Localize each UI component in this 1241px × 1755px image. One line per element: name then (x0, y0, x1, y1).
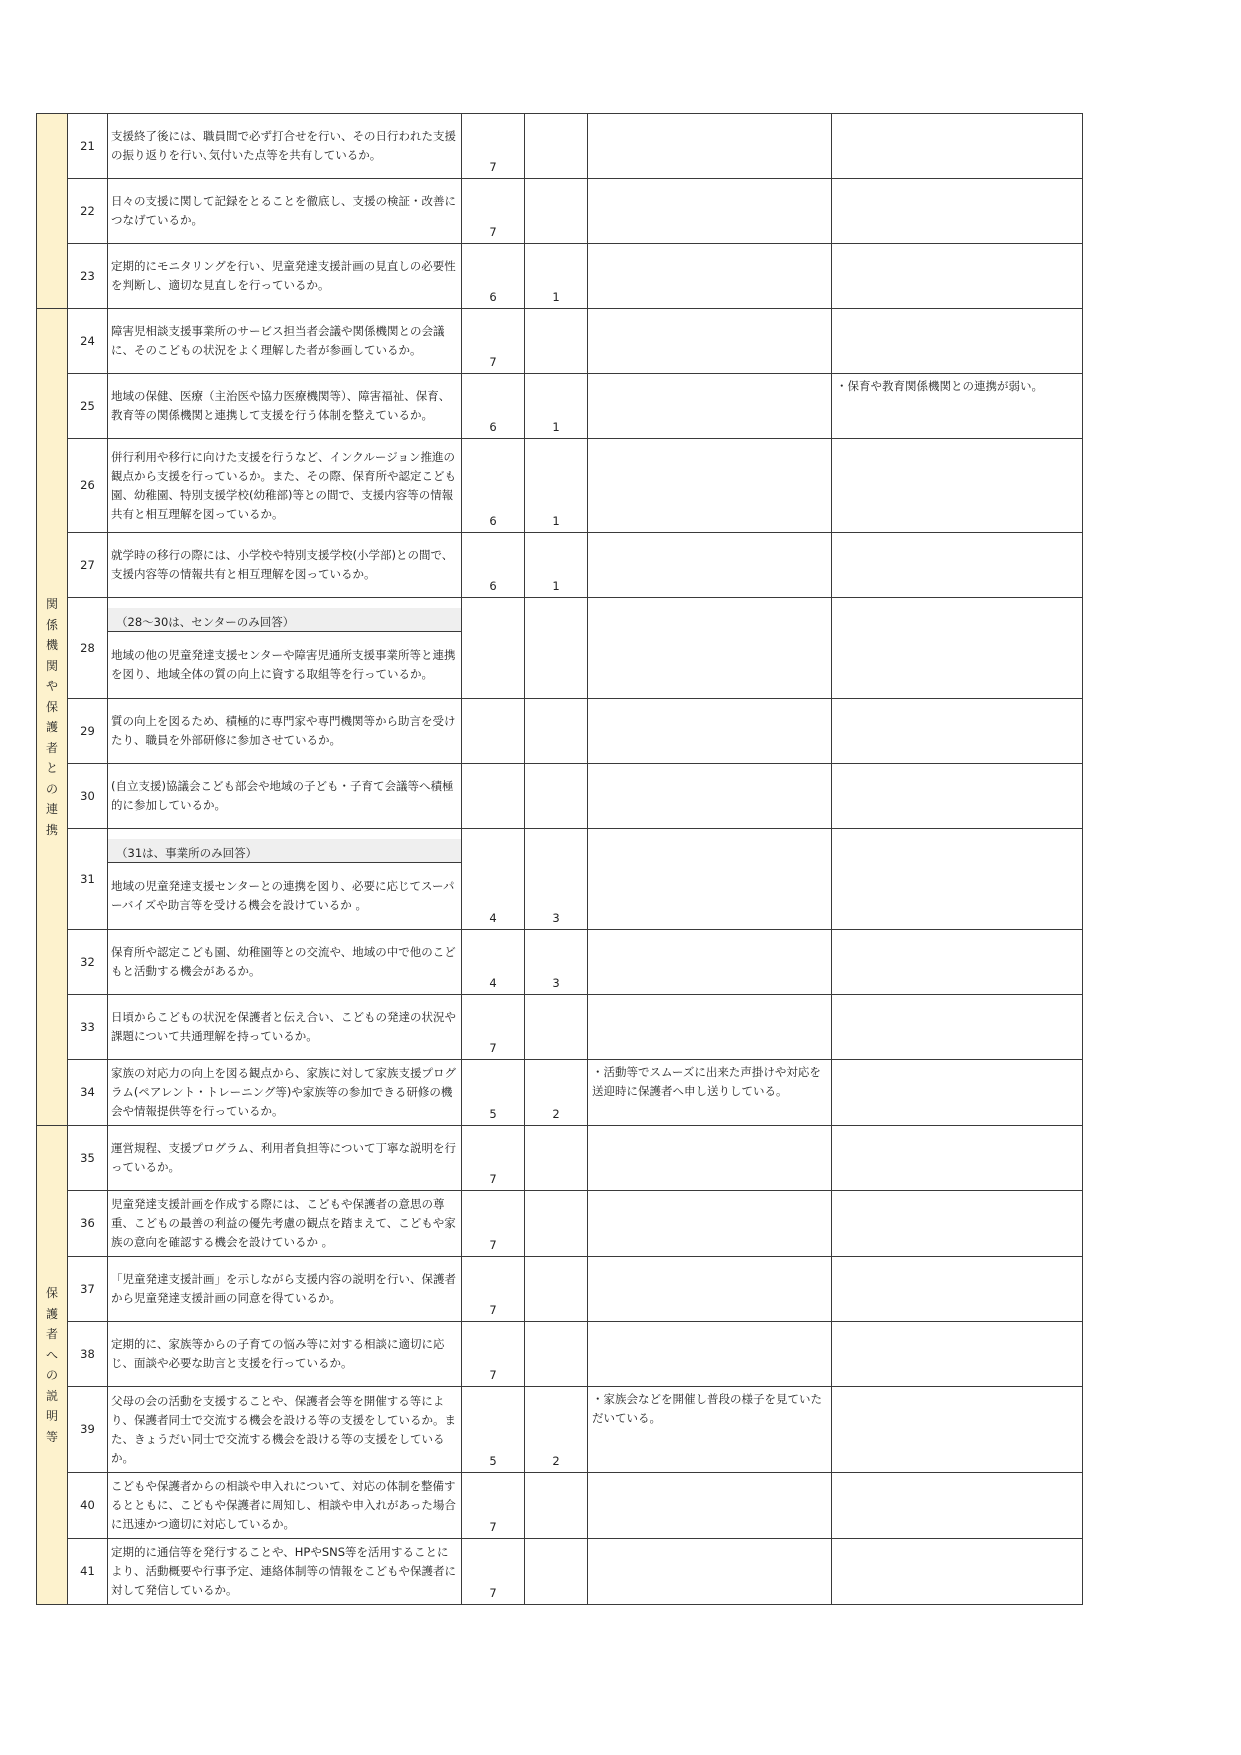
improvement-comment (832, 699, 1083, 764)
staff-comment (588, 1539, 832, 1605)
improvement-comment (832, 1257, 1083, 1322)
question-text: 日頃からこどもの状況を保護者と伝え合い、こどもの発達の状況や課題について共通理解を持っているか。 (111, 1010, 456, 1043)
table-row (37, 598, 1083, 699)
yes-count (462, 764, 525, 829)
table-row (37, 1322, 1083, 1387)
table-row (37, 179, 1083, 244)
staff-comment: ・家族会などを開催し普段の様子を見ていただいている。 (588, 1387, 832, 1473)
no-count (525, 699, 588, 764)
yes-count: 5 (462, 1060, 525, 1126)
item-number: 22 (68, 179, 108, 244)
question-text: 地域の保健、医療（主治医や協力医療機関等）、障害福祉、保育、教育等の関係機関と連携して支援を行う体制を整えているか。 (111, 389, 451, 422)
question-text: 保育所や認定こども園、幼稚園等との交流や、地域の中で他のこどもと活動する機会があるか。 (111, 945, 456, 978)
question-cell (108, 1387, 462, 1473)
yes-count: 7 (462, 309, 525, 374)
item-number: 31 (68, 829, 108, 930)
yes-count: 7 (462, 1257, 525, 1322)
no-count (525, 1191, 588, 1257)
item-number: 23 (68, 244, 108, 309)
item-number: 41 (68, 1539, 108, 1605)
staff-comment (588, 439, 832, 533)
evaluation-table (36, 113, 1083, 1605)
item-number: 28 (68, 598, 108, 699)
yes-count: 7 (462, 1322, 525, 1387)
item-number: 36 (68, 1191, 108, 1257)
question-text: 児童発達支援計画を作成する際には、こどもや保護者の意思の尊重、こどもの最善の利益の優先考慮の観点を踏まえて、こどもや家族の意向を確認する機会を設けているか 。 (111, 1197, 456, 1249)
item-number: 40 (68, 1473, 108, 1539)
table-row (37, 114, 1083, 179)
staff-comment (588, 930, 832, 995)
improvement-comment (832, 1126, 1083, 1191)
staff-comment (588, 533, 832, 598)
improvement-comment (832, 533, 1083, 598)
question-text: 地域の他の児童発達支援センターや障害児通所支援事業所等と連携を図り、地域全体の質の向上に資する取組等を行っているか。 (111, 648, 456, 681)
staff-comment (588, 1126, 832, 1191)
staff-comment (588, 764, 832, 829)
yes-count: 6 (462, 533, 525, 598)
question-cell (108, 829, 462, 930)
question-cell (108, 995, 462, 1060)
question-text: 運営規程、支援プログラム、利用者負担等について丁寧な説明を行っているか。 (111, 1141, 456, 1174)
table-row (37, 374, 1083, 439)
yes-count: 7 (462, 1473, 525, 1539)
item-number: 38 (68, 1322, 108, 1387)
table-row (37, 1539, 1083, 1605)
no-count: 3 (525, 829, 588, 930)
improvement-comment (832, 930, 1083, 995)
improvement-comment (832, 309, 1083, 374)
question-cell (108, 1539, 462, 1605)
yes-count: 5 (462, 1387, 525, 1473)
staff-comment (588, 1191, 832, 1257)
question-text: こどもや保護者からの相談や申入れについて、対応の体制を整備するとともに、こどもや保護者に周知し、相談や申入れがあった場合に迅速かつ適切に対応しているか。 (111, 1479, 456, 1531)
staff-comment: ・活動等でスムーズに出来た声掛けや対応を送迎時に保護者へ申し送りしている。 (588, 1060, 832, 1126)
question-text: 定期的に通信等を発行することや、HPやSNS等を活用することにより、活動概要や行事予定、連絡体制等の情報をこどもや保護者に対して発信しているか。 (111, 1545, 456, 1597)
question-text: (自立支援)協議会こども部会や地域の子ども・子育て会議等へ積極的に参加しているか。 (111, 779, 454, 812)
item-number: 33 (68, 995, 108, 1060)
answer-scope-note: （28～30は、センターのみ回答） (108, 608, 461, 632)
table-row (37, 439, 1083, 533)
no-count (525, 114, 588, 179)
staff-comment (588, 309, 832, 374)
improvement-comment (832, 114, 1083, 179)
staff-comment (588, 1473, 832, 1539)
yes-count: 6 (462, 374, 525, 439)
answer-scope-note: （31は、事業所のみ回答） (108, 839, 461, 863)
question-text: 日々の支援に関して記録をとることを徹底し、支援の検証・改善につなげているか。 (111, 194, 456, 227)
question-cell (108, 930, 462, 995)
item-number: 35 (68, 1126, 108, 1191)
yes-count: 6 (462, 439, 525, 533)
improvement-comment (832, 1539, 1083, 1605)
item-number: 39 (68, 1387, 108, 1473)
question-cell (108, 1060, 462, 1126)
staff-comment (588, 995, 832, 1060)
category-label: 関係機関や保護者との連携 (45, 597, 58, 837)
no-count: 1 (525, 533, 588, 598)
improvement-comment (832, 1060, 1083, 1126)
no-count: 2 (525, 1387, 588, 1473)
yes-count: 6 (462, 244, 525, 309)
yes-count: 7 (462, 1191, 525, 1257)
question-cell (108, 179, 462, 244)
question-cell (108, 1473, 462, 1539)
question-text: 障害児相談支援事業所のサービス担当者会議や関係機関との会議に、そのこどもの状況をよく理解した者が参画しているか。 (111, 324, 445, 357)
table-row (37, 699, 1083, 764)
improvement-comment (832, 439, 1083, 533)
question-text: 質の向上を図るため、積極的に専門家や専門機関等から助言を受けたり、職員を外部研修に参加させているか。 (111, 714, 456, 747)
no-count (525, 598, 588, 699)
question-text: 家族の対応力の向上を図る観点から、家族に対して家族支援プログラム(ペアレント・トレーニング等)や家族等の参加できる研修の機会や情報提供等を行っているか。 (111, 1066, 456, 1118)
question-cell (108, 114, 462, 179)
no-count: 3 (525, 930, 588, 995)
no-count: 1 (525, 244, 588, 309)
item-number: 26 (68, 439, 108, 533)
item-number: 37 (68, 1257, 108, 1322)
improvement-comment (832, 1387, 1083, 1473)
question-cell (108, 1126, 462, 1191)
no-count: 1 (525, 374, 588, 439)
improvement-comment: ・保育や教育関係機関との連携が弱い。 (832, 374, 1083, 439)
question-text: 父母の会の活動を支援することや、保護者会等を開催する等により、保護者同士で交流する機会を設ける等の支援をしているか。また、きょうだい同士で交流する機会を設ける等の支援をしているか。 (111, 1393, 456, 1465)
question-text: 「児童発達支援計画」を示しながら支援内容の説明を行い、保護者から児童発達支援計画の同意を得ているか。 (111, 1272, 456, 1305)
question-text: 定期的にモニタリングを行い、児童発達支援計画の見直しの必要性を判断し、適切な見直しを行っているか。 (111, 259, 456, 292)
item-number: 30 (68, 764, 108, 829)
staff-comment (588, 598, 832, 699)
improvement-comment (832, 1322, 1083, 1387)
question-cell (108, 244, 462, 309)
category-cell (37, 309, 68, 1126)
item-number: 34 (68, 1060, 108, 1126)
table-row (37, 829, 1083, 930)
question-text: 地域の児童発達支援センターとの連携を図り、必要に応じてスーパーバイズや助言等を受ける機会を設けているか 。 (111, 879, 455, 912)
category-cell (37, 1126, 68, 1605)
question-cell (108, 533, 462, 598)
yes-count: 4 (462, 930, 525, 995)
table-row (37, 1473, 1083, 1539)
improvement-comment (832, 598, 1083, 699)
staff-comment (588, 244, 832, 309)
table-row (37, 1126, 1083, 1191)
staff-comment (588, 1257, 832, 1322)
table-row (37, 764, 1083, 829)
question-cell (108, 598, 462, 699)
no-count (525, 764, 588, 829)
no-count (525, 1257, 588, 1322)
question-text: 定期的に、家族等からの子育ての悩み等に対する相談に適切に応じ、面談や必要な助言と支援を行っているか。 (111, 1337, 445, 1370)
item-number: 29 (68, 699, 108, 764)
no-count (525, 1473, 588, 1539)
question-cell (108, 309, 462, 374)
table-row (37, 995, 1083, 1060)
improvement-comment (832, 764, 1083, 829)
question-cell (108, 699, 462, 764)
table-row (37, 244, 1083, 309)
item-number: 25 (68, 374, 108, 439)
table-row (37, 533, 1083, 598)
improvement-comment (832, 179, 1083, 244)
item-number: 21 (68, 114, 108, 179)
yes-count: 7 (462, 179, 525, 244)
yes-count: 7 (462, 114, 525, 179)
no-count (525, 995, 588, 1060)
table-row (37, 1257, 1083, 1322)
yes-count: 7 (462, 1126, 525, 1191)
improvement-comment (832, 995, 1083, 1060)
question-cell (108, 439, 462, 533)
yes-count: 7 (462, 995, 525, 1060)
no-count (525, 179, 588, 244)
improvement-comment (832, 244, 1083, 309)
category-label: 保護者への説明等 (45, 1286, 58, 1444)
no-count (525, 1322, 588, 1387)
yes-count: 4 (462, 829, 525, 930)
yes-count (462, 699, 525, 764)
staff-comment (588, 699, 832, 764)
question-text: 支援終了後には、職員間で必ず打合せを行い、その日行われた支援の振り返りを行い､気付いた点等を共有しているか。 (111, 129, 456, 162)
item-number: 32 (68, 930, 108, 995)
staff-comment (588, 179, 832, 244)
question-text: 併行利用や移行に向けた支援を行うなど、インクルージョン推進の観点から支援を行っているか。また、その際、保育所や認定こども園、幼稚園、特別支援学校(幼稚部)等との間で、支援内容等の情報共有と相互理解を図っているか。 (111, 449, 456, 521)
yes-count: 7 (462, 1539, 525, 1605)
question-cell (108, 1191, 462, 1257)
improvement-comment (832, 1473, 1083, 1539)
staff-comment (588, 374, 832, 439)
question-text: 就学時の移行の際には、小学校や特別支援学校(小学部)との間で、支援内容等の情報共有と相互理解を図っているか。 (111, 548, 454, 581)
question-cell (108, 1257, 462, 1322)
table-row (37, 1191, 1083, 1257)
staff-comment (588, 1322, 832, 1387)
item-number: 24 (68, 309, 108, 374)
improvement-comment (832, 829, 1083, 930)
staff-comment (588, 114, 832, 179)
question-cell (108, 374, 462, 439)
category-cell (37, 114, 68, 309)
table-row (37, 309, 1083, 374)
table-row (37, 1060, 1083, 1126)
no-count: 2 (525, 1060, 588, 1126)
table-row (37, 1387, 1083, 1473)
question-cell (108, 1322, 462, 1387)
no-count (525, 309, 588, 374)
item-number: 27 (68, 533, 108, 598)
yes-count (462, 598, 525, 699)
no-count (525, 1539, 588, 1605)
table-row (37, 930, 1083, 995)
question-cell (108, 764, 462, 829)
no-count (525, 1126, 588, 1191)
no-count: 1 (525, 439, 588, 533)
improvement-comment (832, 1191, 1083, 1257)
staff-comment (588, 829, 832, 930)
